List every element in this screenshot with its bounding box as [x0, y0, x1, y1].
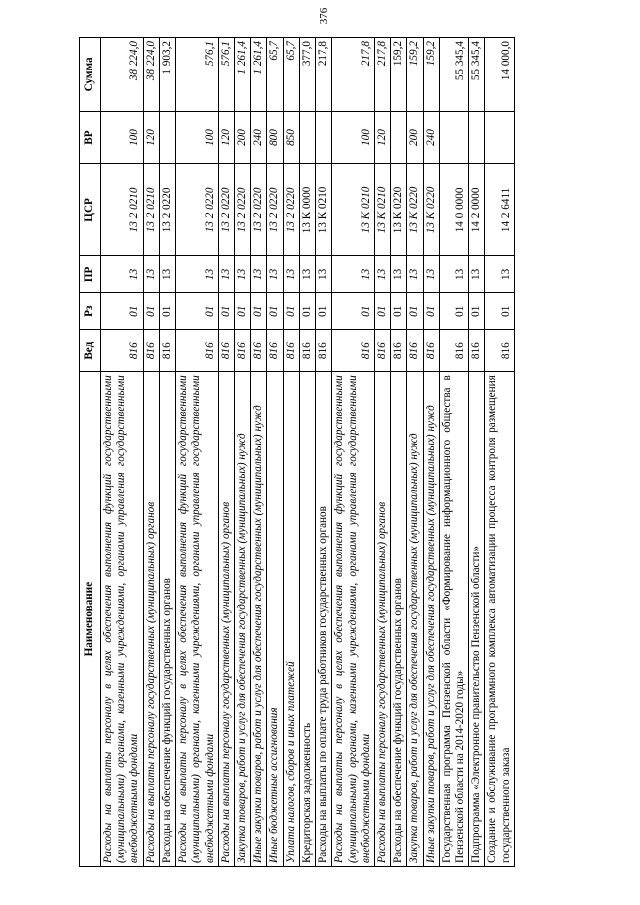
cell-name: Расходы на выплаты персоналу в целях обеспечения выполнения функций государственными (муниципальными) органами, казенными учреждениями, органами управления государственными внебюджетными фондами [101, 372, 144, 867]
cell-ved: 816 [176, 330, 219, 372]
cell-pr: 13 [407, 256, 423, 293]
cell-csr: 13 К 0220 [423, 164, 439, 256]
cell-rz: 01 [469, 293, 485, 330]
cell-name: Расходы на обеспечение функций государственных органов [391, 372, 407, 867]
col-header-rz: Рз [80, 293, 101, 330]
cell-name: Расходы на выплаты персоналу в целях обеспечения выполнения функций государственными (муниципальными) органами, казенными учреждениями, органами управления государственными внебюджетными фондами [176, 372, 219, 867]
cell-csr: 13 2 0210 [101, 164, 144, 256]
cell-pr: 13 [316, 256, 332, 293]
cell-pr: 13 [101, 256, 144, 293]
budget-table [79, 37, 515, 867]
cell-pr: 13 [234, 256, 250, 293]
cell-rz: 01 [159, 293, 175, 330]
budget-table-container [79, 37, 599, 867]
table-row [332, 38, 375, 867]
cell-pr: 13 [267, 256, 283, 293]
table-row [439, 38, 468, 867]
table-row [234, 38, 250, 867]
cell-ved: 816 [485, 330, 514, 372]
cell-name: Расходы на выплаты персоналу государственных (муниципальных) органов [143, 372, 159, 867]
table-header-row [80, 38, 101, 867]
table-row [391, 38, 407, 867]
cell-name: Создание и обслуживание программного комплекса автоматизации процесса контроля размещения государственного заказа [485, 372, 514, 867]
table-body [101, 38, 515, 867]
table-row [469, 38, 485, 867]
cell-pr: 13 [374, 256, 390, 293]
cell-name: Иные бюджетные ассигнования [267, 372, 283, 867]
cell-sum: 576,1 [176, 38, 219, 112]
cell-ved: 816 [439, 330, 468, 372]
cell-vr: 100 [176, 111, 219, 164]
cell-csr: 14 2 6411 [485, 164, 514, 256]
cell-pr: 13 [439, 256, 468, 293]
cell-name: Государственная программа Пензенской области «Формирование информационного общества в Пензенской области на 2014-2020 годы» [439, 372, 468, 867]
cell-sum: 1 261,4 [251, 38, 267, 112]
cell-ved: 816 [234, 330, 250, 372]
cell-sum: 217,8 [374, 38, 390, 112]
table-row [283, 38, 299, 867]
cell-rz: 01 [143, 293, 159, 330]
cell-pr: 13 [299, 256, 315, 293]
cell-csr: 13 К 0210 [332, 164, 375, 256]
cell-csr: 13 К 0000 [299, 164, 315, 256]
cell-vr: 120 [218, 111, 234, 164]
cell-vr: 200 [407, 111, 423, 164]
cell-ved: 816 [407, 330, 423, 372]
table-row [176, 38, 219, 867]
col-header-pr: ПР [80, 256, 101, 293]
table-row [485, 38, 514, 867]
cell-csr: 13 К 0220 [391, 164, 407, 256]
cell-vr: 100 [332, 111, 375, 164]
table-row [143, 38, 159, 867]
cell-sum: 1 903,2 [159, 38, 175, 112]
cell-name: Закупка товаров, работ и услуг для обеспечения государственных (муниципальных) нужд [407, 372, 423, 867]
cell-vr: 240 [251, 111, 267, 164]
cell-ved: 816 [423, 330, 439, 372]
cell-name: Подпрограмма «Электронное правительство Пензенской области» [469, 372, 485, 867]
cell-name: Расходы на выплаты персоналу государственных (муниципальных) органов [218, 372, 234, 867]
cell-vr [391, 111, 407, 164]
cell-csr: 13 2 0210 [143, 164, 159, 256]
cell-sum: 159,2 [423, 38, 439, 112]
table-row [316, 38, 332, 867]
cell-vr: 200 [234, 111, 250, 164]
cell-sum: 14 000,0 [485, 38, 514, 112]
cell-csr: 13 2 0220 [267, 164, 283, 256]
cell-pr: 13 [143, 256, 159, 293]
cell-csr: 13 2 0220 [251, 164, 267, 256]
cell-vr [316, 111, 332, 164]
cell-csr: 14 2 0000 [469, 164, 485, 256]
table-row [251, 38, 267, 867]
cell-name: Кредиторская задолженность [299, 372, 315, 867]
cell-sum: 159,2 [407, 38, 423, 112]
cell-sum: 377,0 [299, 38, 315, 112]
cell-name: Расходы на выплаты персоналу государственных (муниципальных) органов [374, 372, 390, 867]
cell-ved: 816 [374, 330, 390, 372]
cell-ved: 816 [391, 330, 407, 372]
col-header-sum: Сумма [80, 38, 101, 112]
cell-rz: 01 [316, 293, 332, 330]
table-row [423, 38, 439, 867]
cell-ved: 816 [251, 330, 267, 372]
table-row [267, 38, 283, 867]
cell-rz: 01 [391, 293, 407, 330]
col-header-name: Наименование [80, 372, 101, 867]
cell-vr: 100 [101, 111, 144, 164]
cell-ved: 816 [316, 330, 332, 372]
cell-csr: 13 2 0220 [159, 164, 175, 256]
page-number: 376 [318, 7, 330, 25]
cell-sum: 217,8 [316, 38, 332, 112]
cell-sum: 55 345,4 [439, 38, 468, 112]
table-row [299, 38, 315, 867]
cell-rz: 01 [299, 293, 315, 330]
col-header-csr: ЦСР [80, 164, 101, 256]
cell-pr: 13 [176, 256, 219, 293]
cell-ved: 816 [159, 330, 175, 372]
cell-csr: 13 2 0220 [176, 164, 219, 256]
cell-sum: 159,2 [391, 38, 407, 112]
cell-pr: 13 [332, 256, 375, 293]
cell-pr: 13 [485, 256, 514, 293]
cell-vr: 850 [283, 111, 299, 164]
cell-sum: 65,7 [283, 38, 299, 112]
cell-sum: 1 261,4 [234, 38, 250, 112]
cell-vr [159, 111, 175, 164]
cell-vr [469, 111, 485, 164]
table-row [218, 38, 234, 867]
cell-rz: 01 [423, 293, 439, 330]
cell-rz: 01 [218, 293, 234, 330]
rotated-page-content [79, 37, 599, 867]
table-row [374, 38, 390, 867]
cell-name: Закупка товаров, работ и услуг для обеспечения государственных (муниципальных) нужд [234, 372, 250, 867]
cell-ved: 816 [101, 330, 144, 372]
cell-rz: 01 [407, 293, 423, 330]
cell-rz: 01 [374, 293, 390, 330]
cell-name: Иные закупки товаров, работ и услуг для обеспечения государственных (муниципальных) нужд [251, 372, 267, 867]
cell-pr: 13 [391, 256, 407, 293]
table-row [101, 38, 144, 867]
cell-rz: 01 [485, 293, 514, 330]
cell-rz: 01 [332, 293, 375, 330]
cell-sum: 217,8 [332, 38, 375, 112]
cell-ved: 816 [283, 330, 299, 372]
cell-pr: 13 [469, 256, 485, 293]
cell-sum: 65,7 [267, 38, 283, 112]
cell-rz: 01 [176, 293, 219, 330]
cell-csr: 14 0 0000 [439, 164, 468, 256]
col-header-vr: ВР [80, 111, 101, 164]
cell-name: Иные закупки товаров, работ и услуг для обеспечения государственных (муниципальных) нужд [423, 372, 439, 867]
cell-sum: 576,1 [218, 38, 234, 112]
cell-rz: 01 [283, 293, 299, 330]
cell-csr: 13 К 0210 [374, 164, 390, 256]
cell-ved: 816 [267, 330, 283, 372]
cell-csr: 13 К 0220 [407, 164, 423, 256]
cell-vr [485, 111, 514, 164]
cell-vr: 240 [423, 111, 439, 164]
cell-pr: 13 [283, 256, 299, 293]
cell-ved: 816 [299, 330, 315, 372]
table-row [407, 38, 423, 867]
cell-ved: 816 [218, 330, 234, 372]
cell-rz: 01 [439, 293, 468, 330]
cell-rz: 01 [101, 293, 144, 330]
cell-csr: 13 2 0220 [283, 164, 299, 256]
cell-ved: 816 [332, 330, 375, 372]
cell-rz: 01 [267, 293, 283, 330]
cell-vr: 120 [143, 111, 159, 164]
cell-sum: 38 224,0 [101, 38, 144, 112]
col-header-ved: Вед [80, 330, 101, 372]
cell-pr: 13 [251, 256, 267, 293]
cell-ved: 816 [469, 330, 485, 372]
cell-csr: 13 2 0220 [218, 164, 234, 256]
cell-name: Уплата налогов, сборов и иных платежей [283, 372, 299, 867]
cell-name: Расходы на выплаты по оплате труда работников государственных органов [316, 372, 332, 867]
cell-vr [299, 111, 315, 164]
cell-pr: 13 [218, 256, 234, 293]
cell-sum: 38 224,0 [143, 38, 159, 112]
cell-vr: 800 [267, 111, 283, 164]
cell-csr: 13 2 0220 [234, 164, 250, 256]
cell-name: Расходы на выплаты персоналу в целях обеспечения выполнения функций государственными (муниципальными) органами, казенными учреждениями, органами управления государственными внебюджетными фондами [332, 372, 375, 867]
cell-vr: 120 [374, 111, 390, 164]
table-row [159, 38, 175, 867]
cell-pr: 13 [423, 256, 439, 293]
cell-rz: 01 [251, 293, 267, 330]
cell-ved: 816 [143, 330, 159, 372]
cell-pr: 13 [159, 256, 175, 293]
cell-name: Расходы на обеспечение функций государственных органов [159, 372, 175, 867]
cell-vr [439, 111, 468, 164]
cell-csr: 13 К 0210 [316, 164, 332, 256]
cell-sum: 55 345,4 [469, 38, 485, 112]
cell-rz: 01 [234, 293, 250, 330]
